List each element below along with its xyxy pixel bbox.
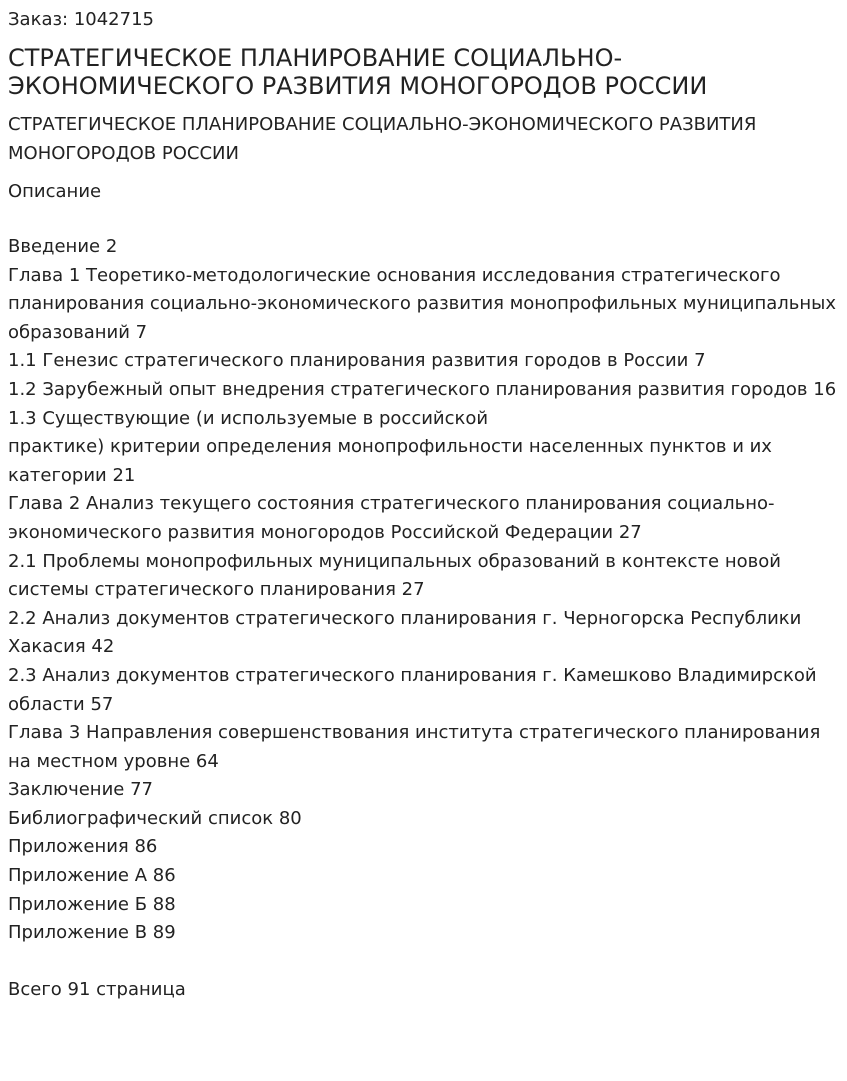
toc-item: Введение 2 xyxy=(8,236,118,257)
toc-item: Приложение В 89 xyxy=(8,922,176,944)
toc-item: 1.2 Зарубежный опыт внедрения стратегического планирования развития городов 16 xyxy=(8,378,837,400)
toc-item: Приложение А 86 xyxy=(8,865,176,887)
toc-item: Глава 3 Направления совершенствования института стратегического планирования на местном уровне 64 xyxy=(8,722,821,772)
toc-item: 2.2 Анализ документов стратегического планирования г. Черногорска Республики Хакасия 42 xyxy=(8,607,802,658)
toc-item: Глава 2 Анализ текущего состояния стратегического планирования социально-экономического развития моногородов Российской Федерации 27 xyxy=(8,493,775,543)
toc-item: Библиографический список 80 xyxy=(8,807,302,829)
page-subtitle: СТРАТЕГИЧЕСКОЕ ПЛАНИРОВАНИЕ СОЦИАЛЬНО-ЭКОНОМИЧЕСКОГО РАЗВИТИЯ МОНОГОРОДОВ РОССИИ xyxy=(8,114,757,164)
toc-item: 1.3 Существующие (и используемые в российской xyxy=(8,407,489,429)
toc-item: 1.1 Генезис стратегического планирования развития городов в России 7 xyxy=(8,350,706,372)
toc-item: Заключение 77 xyxy=(8,779,153,801)
toc-item: практике) критерии определения монопрофильности населенных пунктов и их категории 21 xyxy=(8,436,772,486)
description-label: Описание xyxy=(8,181,102,202)
order-number: Заказ: 1042715 xyxy=(8,9,154,30)
page-title: СТРАТЕГИЧЕСКОЕ ПЛАНИРОВАНИЕ СОЦИАЛЬНО-ЭКОНОМИЧЕСКОГО РАЗВИТИЯ МОНОГОРОДОВ РОССИИ xyxy=(8,44,708,100)
total-pages: Всего 91 страница xyxy=(8,979,186,1001)
toc-item: Глава 1 Теоретико-методологические основания исследования стратегического планирования социально-экономического развития монопрофильных муниципальных образований 7 xyxy=(8,264,837,343)
toc-item: Приложения 86 xyxy=(8,836,158,858)
toc-item: Приложение Б 88 xyxy=(8,893,176,915)
table-of-contents xyxy=(8,233,839,948)
toc-item: 2.1 Проблемы монопрофильных муниципальных образований в контексте новой системы стратегического планирования 27 xyxy=(8,550,781,601)
toc-item: 2.3 Анализ документов стратегического планирования г. Камешково Владимирской области 57 xyxy=(8,664,817,715)
